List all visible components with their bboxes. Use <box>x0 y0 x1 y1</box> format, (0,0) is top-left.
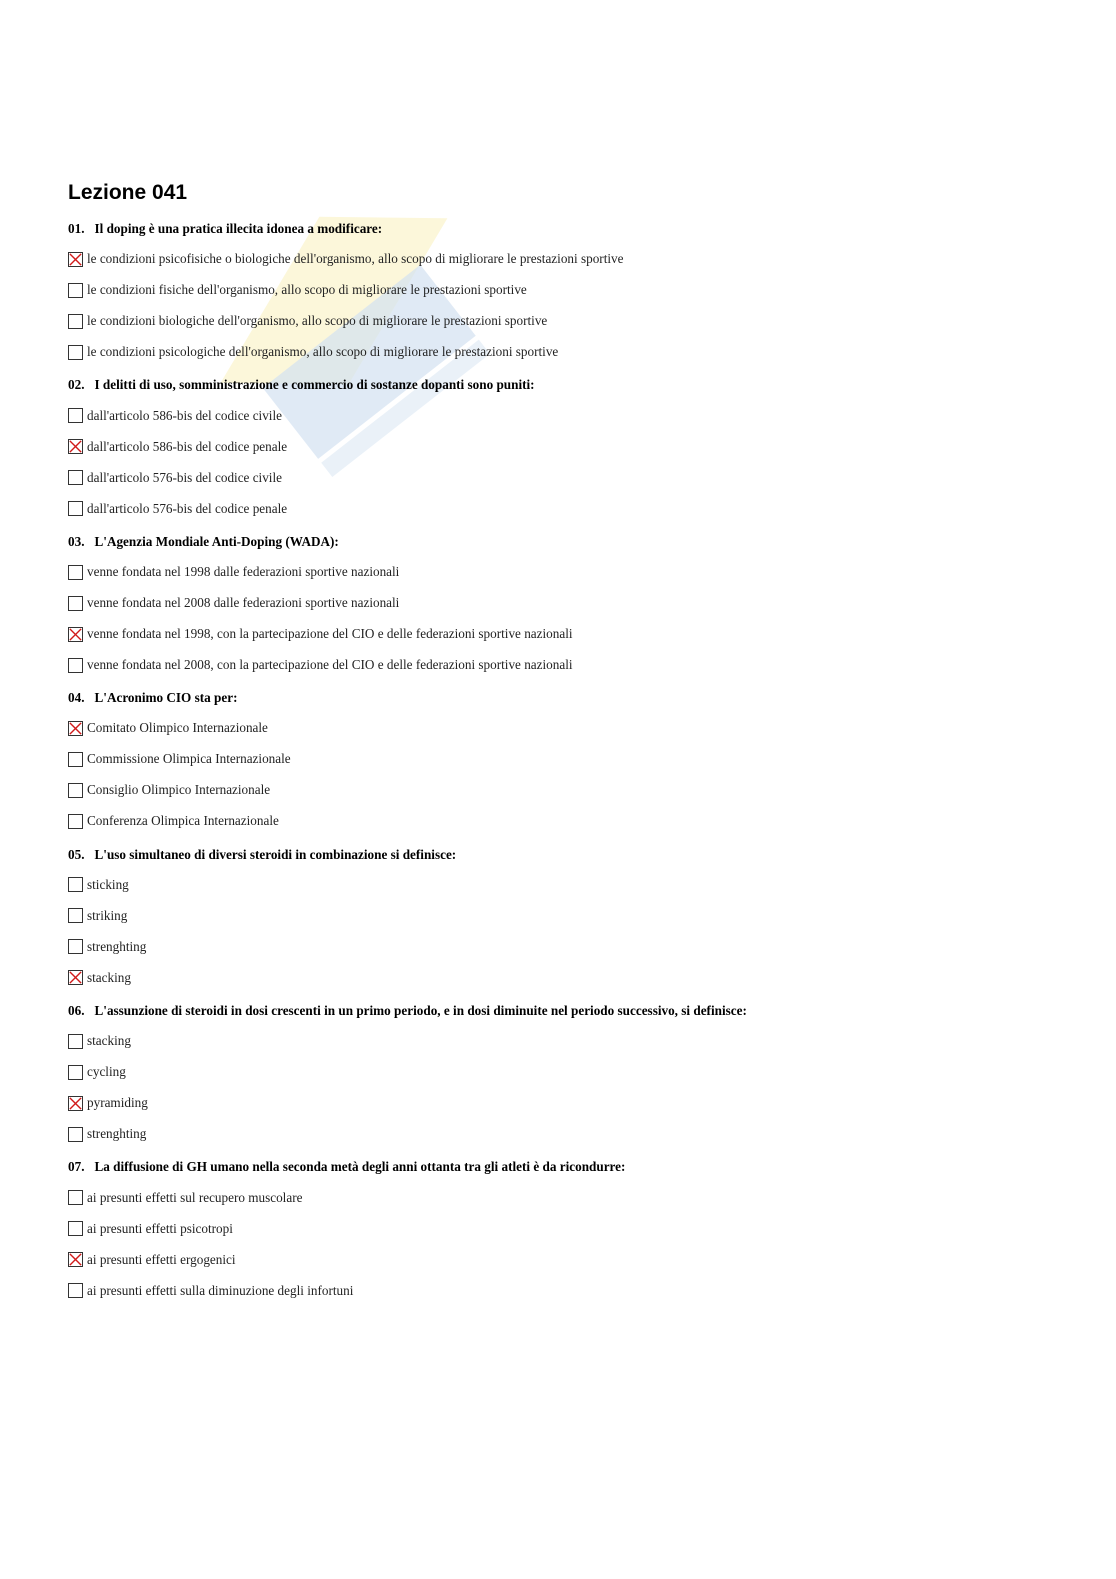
option-label: Consiglio Olimpico Internazionale <box>87 782 271 798</box>
checkbox[interactable] <box>68 470 83 485</box>
question-number: 05. <box>68 846 85 862</box>
question-number: 01. <box>68 221 85 236</box>
option-label: venne fondata nel 1998 dalle federazioni sportive nazionali <box>87 564 400 580</box>
answer-option[interactable] <box>68 969 1048 986</box>
checkbox[interactable] <box>68 1283 83 1298</box>
option-label: ai presunti effetti ergogenici <box>87 1251 236 1267</box>
answer-option[interactable] <box>68 1095 1048 1112</box>
question-text <box>68 533 1048 550</box>
question-text <box>68 1002 1048 1019</box>
checkbox[interactable] <box>68 314 83 329</box>
option-label: striking <box>87 907 128 923</box>
answer-option[interactable] <box>68 1064 1048 1081</box>
document-page <box>68 178 1048 1315</box>
answer-option[interactable] <box>68 251 1048 268</box>
cross-mark-icon <box>69 440 82 453</box>
page-title: Lezione 041 <box>68 181 188 204</box>
question-6 <box>68 1002 1048 1143</box>
option-label: le condizioni biologiche dell'organismo, allo scopo di migliorare le prestazioni sportive <box>87 313 548 329</box>
checked-checkbox[interactable] <box>68 439 83 454</box>
question-text <box>68 376 1048 393</box>
option-label: ai presunti effetti sulla diminuzione degli infortuni <box>87 1282 354 1298</box>
cross-mark-icon <box>69 971 82 984</box>
answer-option[interactable] <box>68 876 1048 893</box>
question-number: 02. <box>68 377 85 393</box>
question-list <box>68 220 1048 1299</box>
checkbox[interactable] <box>68 565 83 580</box>
question-4 <box>68 689 1048 830</box>
answer-option[interactable] <box>68 1220 1048 1237</box>
answer-option[interactable] <box>68 907 1048 924</box>
checkbox[interactable] <box>68 1221 83 1236</box>
checkbox[interactable] <box>68 1127 83 1142</box>
option-label: stacking <box>87 1033 131 1049</box>
answer-option[interactable] <box>68 938 1048 955</box>
option-label: le condizioni psicologiche dell'organismo, allo scopo di migliorare le prestazioni sportive <box>87 344 559 360</box>
checkbox[interactable] <box>68 596 83 611</box>
option-label: strenghting <box>87 1126 147 1142</box>
checkbox[interactable] <box>68 408 83 423</box>
question-number: 03. <box>68 533 85 549</box>
question-number: 06. <box>68 1002 85 1018</box>
checkbox[interactable] <box>68 283 83 298</box>
checkbox[interactable] <box>68 1190 83 1205</box>
question-1 <box>68 220 1048 361</box>
question-label: L'Agenzia Mondiale Anti-Doping (WADA): <box>94 533 339 549</box>
checked-checkbox[interactable] <box>68 252 83 267</box>
option-label: cycling <box>87 1064 126 1080</box>
question-label: L'assunzione di steroidi in dosi crescenti in un primo periodo, e in dosi diminuite nel periodo successivo, si definisce: <box>94 1002 747 1018</box>
answer-option[interactable] <box>68 1282 1048 1299</box>
checked-checkbox[interactable] <box>68 721 83 736</box>
checked-checkbox[interactable] <box>68 1252 83 1267</box>
answer-option[interactable] <box>68 751 1048 768</box>
answer-option[interactable] <box>68 626 1048 643</box>
question-text <box>68 1158 1048 1175</box>
option-label: dall'articolo 586-bis del codice penale <box>87 438 288 454</box>
question-text <box>68 846 1048 863</box>
option-label: ai presunti effetti sul recupero muscolare <box>87 1189 303 1205</box>
question-label: Il doping è una pratica illecita idonea a modificare: <box>94 221 383 236</box>
answer-option[interactable] <box>68 1033 1048 1050</box>
option-label: venne fondata nel 2008 dalle federazioni sportive nazionali <box>87 595 400 611</box>
option-label: venne fondata nel 1998, con la partecipazione del CIO e delle federazioni sportive nazionali <box>87 626 573 642</box>
checkbox[interactable] <box>68 783 83 798</box>
option-label: dall'articolo 586-bis del codice civile <box>87 407 282 423</box>
answer-option[interactable] <box>68 1126 1048 1143</box>
answer-option[interactable] <box>68 500 1048 517</box>
question-label: L'Acronimo CIO sta per: <box>94 690 238 706</box>
answer-option[interactable] <box>68 720 1048 737</box>
question-3 <box>68 533 1048 674</box>
checked-checkbox[interactable] <box>68 627 83 642</box>
question-number: 04. <box>68 690 85 706</box>
answer-option[interactable] <box>68 595 1048 612</box>
answer-option[interactable] <box>68 657 1048 674</box>
checkbox[interactable] <box>68 345 83 360</box>
option-label: dall'articolo 576-bis del codice civile <box>87 469 282 485</box>
checkbox[interactable] <box>68 501 83 516</box>
checkbox[interactable] <box>68 939 83 954</box>
answer-option[interactable] <box>68 1251 1048 1268</box>
option-label: venne fondata nel 2008, con la partecipazione del CIO e delle federazioni sportive nazionali <box>87 657 573 673</box>
option-label: stacking <box>87 969 131 985</box>
question-number: 07. <box>68 1159 85 1175</box>
option-label: Comitato Olimpico Internazionale <box>87 720 268 736</box>
question-text <box>68 220 1048 237</box>
checkbox[interactable] <box>68 908 83 923</box>
checkbox[interactable] <box>68 814 83 829</box>
checkbox[interactable] <box>68 1065 83 1080</box>
question-2 <box>68 376 1048 517</box>
option-label: le condizioni fisiche dell'organismo, allo scopo di migliorare le prestazioni sportive <box>87 282 527 298</box>
cross-mark-icon <box>69 1253 82 1266</box>
cross-mark-icon <box>69 1097 82 1110</box>
question-label: L'uso simultaneo di diversi steroidi in combinazione si definisce: <box>94 846 457 862</box>
option-label: strenghting <box>87 938 147 954</box>
checked-checkbox[interactable] <box>68 970 83 985</box>
answer-option[interactable] <box>68 813 1048 830</box>
answer-option[interactable] <box>68 1189 1048 1206</box>
option-label: le condizioni psicofisiche o biologiche dell'organismo, allo scopo di migliorare le prestazioni sportive <box>87 251 624 267</box>
answer-option[interactable] <box>68 469 1048 486</box>
option-label: Commissione Olimpica Internazionale <box>87 751 291 767</box>
checkbox[interactable] <box>68 1034 83 1049</box>
question-label: I delitti di uso, somministrazione e commercio di sostanze dopanti sono puniti: <box>94 377 535 393</box>
checked-checkbox[interactable] <box>68 1096 83 1111</box>
option-label: dall'articolo 576-bis del codice penale <box>87 500 288 516</box>
answer-option[interactable] <box>68 313 1048 330</box>
question-5 <box>68 846 1048 987</box>
question-label: La diffusione di GH umano nella seconda metà degli anni ottanta tra gli atleti è da ricondurre: <box>94 1159 626 1175</box>
question-7 <box>68 1158 1048 1299</box>
option-label: pyramiding <box>87 1095 148 1111</box>
cross-mark-icon <box>69 722 82 735</box>
option-label: ai presunti effetti psicotropi <box>87 1220 233 1236</box>
question-text <box>68 689 1048 706</box>
answer-option[interactable] <box>68 564 1048 581</box>
checkbox[interactable] <box>68 752 83 767</box>
checkbox[interactable] <box>68 877 83 892</box>
answer-option[interactable] <box>68 438 1048 455</box>
answer-option[interactable] <box>68 282 1048 299</box>
option-label: Conferenza Olimpica Internazionale <box>87 813 279 829</box>
option-label: sticking <box>87 876 129 892</box>
answer-option[interactable] <box>68 407 1048 424</box>
answer-option[interactable] <box>68 344 1048 361</box>
checkbox[interactable] <box>68 658 83 673</box>
cross-mark-icon <box>69 628 82 641</box>
cross-mark-icon <box>69 253 82 266</box>
answer-option[interactable] <box>68 782 1048 799</box>
